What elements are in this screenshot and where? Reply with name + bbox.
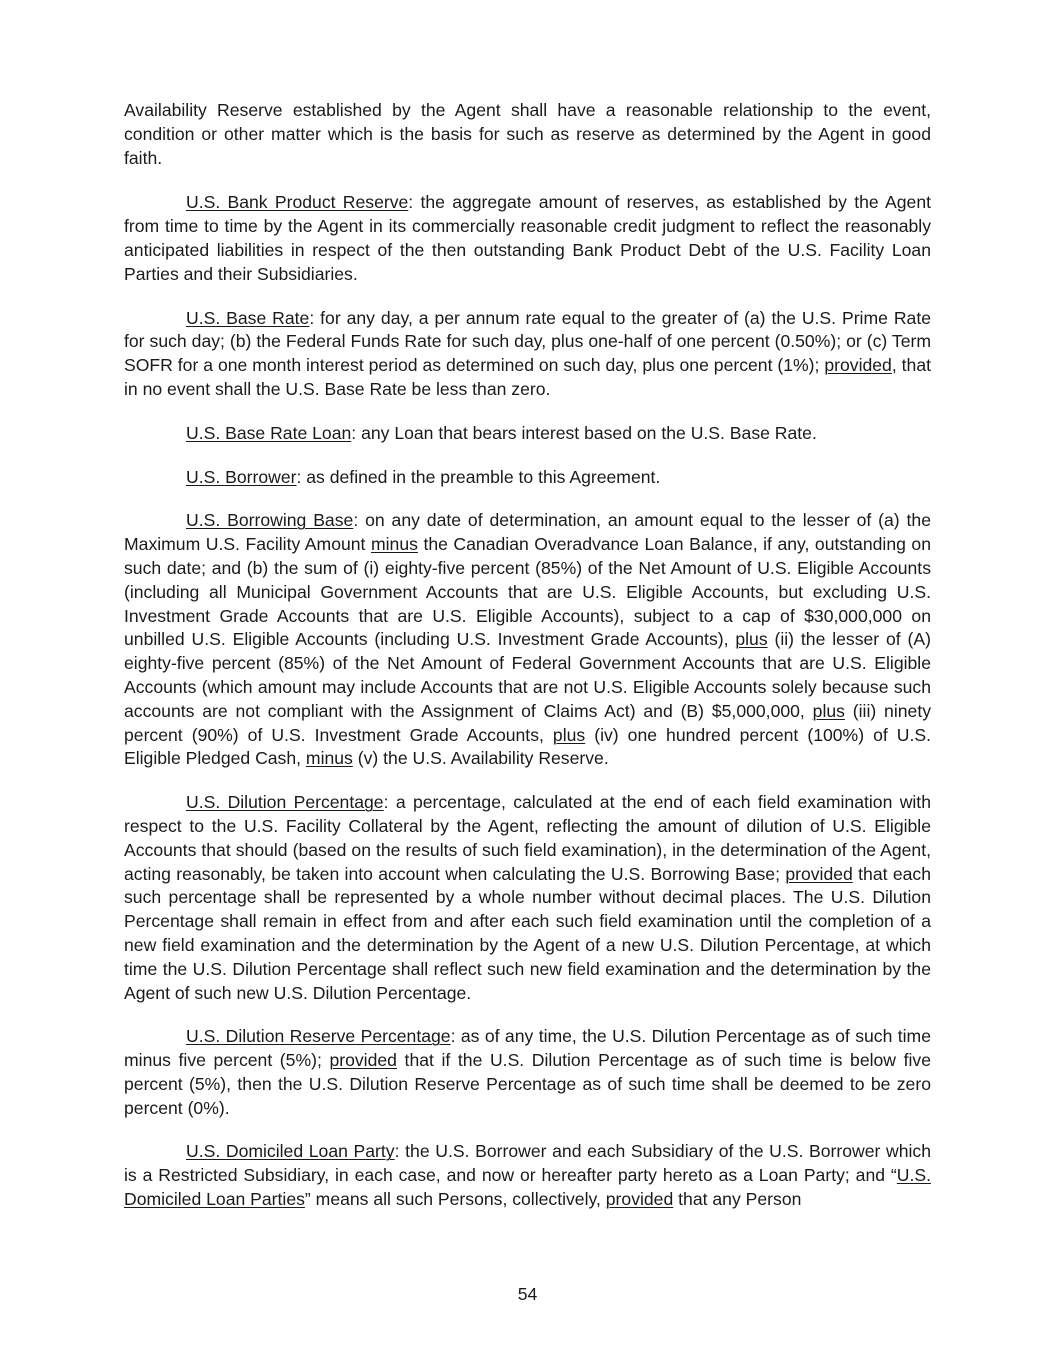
underlined-word: plus	[552, 724, 586, 745]
definition-text: Availability Reserve established by the Agent shall have a reasonable relationship to the event, condition or other matter which is the basis for such as reserve as determined by the Agent in good faith.	[124, 100, 931, 168]
defined-term: U.S. Dilution Percentage	[186, 792, 384, 813]
definition-us-base-rate-loan	[124, 422, 931, 446]
definition-us-base-rate	[124, 307, 931, 402]
defined-term: U.S. Base Rate Loan	[186, 422, 352, 443]
underlined-word: provided	[329, 1050, 397, 1071]
definitions-body	[124, 99, 931, 1212]
definition-text: the Canadian Overadvance Loan Balance, if any, outstanding on such date; and (b) the sum of (i) eighty-five percent (85%) of the Net Amount of U.S. Eligible Accounts (including all Municipal Government Accounts that are U.S. Eligible Accounts, but excluding U.S. Investment Grade Accounts that are U.S. Eligible Accounts), subject to a cap of $30,000,000 on unbilled U.S. Eligible Accounts (including U.S. Investment Grade Accounts),	[124, 534, 931, 650]
defined-term: U.S. Dilution Reserve Percentage	[186, 1026, 451, 1047]
definition-text: (v) the U.S. Availability Reserve.	[352, 748, 609, 769]
definition-us-dilution-percentage	[124, 791, 931, 1005]
definition-us-dilution-reserve-percentage	[124, 1025, 931, 1120]
definition-text: : any Loan that bears interest based on the U.S. Base Rate.	[351, 422, 817, 443]
definition-text: that if the U.S. Dilution Percentage as of such time is below five percent (5%), then the U.S. Dilution Reserve Percentage as of such time shall be deemed to be zero percent (0%).	[124, 1050, 931, 1118]
underlined-word: plus	[812, 700, 845, 721]
definition-availability-reserve-continued	[124, 99, 931, 170]
underlined-word: provided	[785, 863, 853, 884]
underlined-word: provided	[824, 355, 892, 376]
definition-text: (ii) the lesser of (A) eighty-five percent (85%) of the Net Amount of Federal Government Accounts that are U.S. Eligible Accounts (which amount may include Accounts that are not U.S. Eligible Accounts solely because such accounts are not compliant with the Assignment of Claims Act) and (B) $5,000,000,	[124, 629, 931, 721]
definition-text: , that in no event shall the U.S. Base Rate be less than zero.	[124, 355, 931, 399]
definition-text: (iii) ninety percent (90%) of U.S. Investment Grade Accounts,	[124, 700, 931, 745]
defined-term: U.S. Domiciled Loan Party	[186, 1141, 395, 1162]
definition-us-borrowing-base	[124, 509, 931, 771]
definition-text: : on any date of determination, an amount equal to the lesser of (a) the Maximum U.S. Facility Amount	[124, 510, 931, 555]
underlined-word: U.S. Domiciled Loan Parties	[124, 1165, 931, 1210]
definition-text: : for any day, a per annum rate equal to the greater of (a) the U.S. Prime Rate for such day; (b) the Federal Funds Rate for such day, plus one-half of one percent (0.50%); or (c) Term SOFR for a one month interest period as determined on such day, plus one percent (1%);	[124, 307, 931, 376]
definition-us-domiciled-loan-party	[124, 1140, 931, 1211]
defined-term: U.S. Base Rate	[186, 307, 310, 328]
definition-us-bank-product-reserve	[124, 191, 931, 286]
document-page	[124, 99, 931, 1232]
definition-text: : as defined in the preamble to this Agreement.	[296, 466, 661, 487]
defined-term: U.S. Borrower	[186, 466, 297, 487]
definition-us-borrower	[124, 466, 931, 490]
definition-text: : as of any time, the U.S. Dilution Percentage as of such time minus five percent (5%);	[124, 1026, 931, 1071]
underlined-word: plus	[735, 629, 768, 650]
underlined-word: minus	[305, 748, 353, 769]
definition-text: (iv) one hundred percent (100%) of U.S. Eligible Pledged Cash,	[124, 724, 931, 769]
underlined-word: provided	[605, 1189, 674, 1210]
definition-text: : the U.S. Borrower and each Subsidiary of the U.S. Borrower which is a Restricted Subsidiary, in each case, and now or hereafter party hereto as a Loan Party; and “	[124, 1141, 931, 1186]
definition-text: that any Person	[673, 1189, 802, 1210]
defined-term: U.S. Bank Product Reserve	[186, 192, 409, 213]
definition-text: that each such percentage shall be represented by a whole number without decimal places. The U.S. Dilution Percentage shall remain in effect from and after each such field examination until the completion of a new field examination and the determination by the Agent of a new U.S. Dilution Percentage, at which time the U.S. Dilution Percentage shall reflect such new field examination and the determination by the Agent of such new U.S. Dilution Percentage.	[124, 863, 932, 1003]
definition-text: ” means all such Persons, collectively,	[304, 1189, 606, 1210]
definition-text: : a percentage, calculated at the end of each field examination with respect to the U.S. Facility Collateral by the Agent, reflecting the amount of dilution of U.S. Eligible Accounts that should (based on the results of such field examination), in the determination of the Agent, acting reasonably, be taken into account when calculating the U.S. Borrowing Base;	[124, 792, 931, 884]
definition-text: : the aggregate amount of reserves, as established by the Agent from time to time by the Agent in its commercially reasonable credit judgment to reflect the reasonably anticipated liabilities in respect of the then outstanding Bank Product Debt of the U.S. Facility Loan Parties and their Subsidiaries.	[124, 192, 931, 284]
defined-term: U.S. Borrowing Base	[186, 510, 354, 531]
underlined-word: minus	[370, 534, 418, 555]
page-number: 54	[517, 1284, 538, 1304]
